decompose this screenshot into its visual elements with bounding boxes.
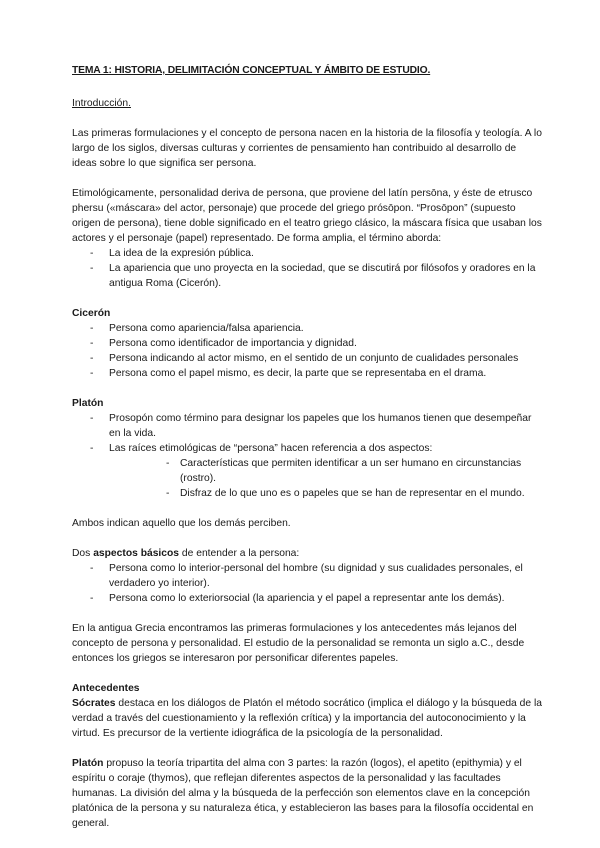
list-item-text: Las raíces etimológicas de “persona” hacen referencia a dos aspectos: — [109, 443, 433, 454]
intro-heading: Introducción. — [72, 98, 131, 109]
paragraph-platon-alma — [72, 756, 542, 831]
page-title: TEMA 1: HISTORIA, DELIMITACIÓN CONCEPTUAL Y ÁMBITO DE ESTUDIO. — [72, 65, 431, 76]
list-item: - Persona indicando al actor mismo, en el sentido de un conjunto de cualidades personales — [72, 351, 542, 366]
section-heading-ciceron: Cicerón — [72, 308, 111, 319]
dos-bold: aspectos básicos — [93, 548, 180, 559]
platon-text: propuso la teoría tripartita del alma con 3 partes: la razón (logos), el apetito (epithymia) y el espíritu o coraje (thymos), que reflejan diferentes aspectos de la personalidad y las facultades humanas. La división del alma y la búsqueda de la perfección son elementos clave en la concepción platónica de la persona y su naturaleza ética, y establecieron las bases para la filosofía occidental en general. — [72, 758, 534, 829]
dos-prefix: Dos — [72, 548, 94, 559]
list-item: - La apariencia que uno proyecta en la sociedad, que se discutirá por filósofos y oradores en la antigua Roma (Cicerón). — [72, 261, 542, 291]
list-item — [72, 441, 542, 501]
dos-aspectos-list — [72, 561, 542, 606]
paragraph-ambos: Ambos indican aquello que los demás perciben. — [72, 518, 291, 529]
paragraph-etymology: Etimológicamente, personalidad deriva de persona, que proviene del latín persōna, y éste de etrusco phersu («máscara» del actor, personaje) que procede del griego prósōpon. “Prosōpon” (supuesto origen de persona), tiene doble significado en el teatro griego clásico, la máscara física que usaban los actores y el personaje (papel) representado. De forma amplia, el término aborda: — [72, 188, 542, 244]
list-item: - Persona como apariencia/falsa apariencia. — [72, 321, 542, 336]
list-item: - Persona como el papel mismo, es decir, la parte que se representaba en el drama. — [72, 366, 542, 381]
list-item: - Persona como lo interior-personal del hombre (su dignidad y sus cualidades personales, el verdadero yo interior). — [72, 561, 542, 591]
platon-sublist — [109, 456, 542, 501]
dos-suffix: de entender a la persona: — [179, 548, 300, 559]
paragraph-origins: Las primeras formulaciones y el concepto de persona nacen en la historia de la filosofía y teología. A lo largo de los siglos, diversas culturas y corrientes de pensamiento han contribuido al desarrollo de ideas sobre lo que significa ser persona. — [72, 128, 542, 169]
list-item: - Persona como lo exteriorsocial (la apariencia y el papel a representar ante los demás). — [72, 591, 542, 606]
paragraph-socrates — [72, 696, 542, 741]
document-body — [72, 96, 542, 846]
sublist-item: - Características que permiten identificar a un ser humano en circunstancias (rostro). — [109, 456, 542, 486]
paragraph-dos-aspectos — [72, 546, 542, 561]
ciceron-list — [72, 321, 542, 381]
list-item: - Persona como identificador de importancia y dignidad. — [72, 336, 542, 351]
socrates-text: destaca en los diálogos de Platón el método socrático (implica el diálogo y la búsqueda de la verdad a través del cuestionamiento y la reflexión crítica) y la importancia del autoconocimiento y la virtud. Es precursor de la vertiente idiográfica de la psicología de la personalidad. — [72, 698, 542, 739]
section-heading-platon: Platón — [72, 398, 104, 409]
list-item: - Prosopón como término para designar los papeles que los humanos tienen que desempeñar en la vida. — [72, 411, 542, 441]
platon-list — [72, 411, 542, 501]
section-heading-antecedentes: Antecedentes — [72, 683, 140, 694]
socrates-name: Sócrates — [72, 698, 116, 709]
paragraph-grecia: En la antigua Grecia encontramos las primeras formulaciones y los antecedentes más lejanos del concepto de persona y personalidad. El estudio de la personalidad se remonta un siglo a.C., desde entonces los griegos se interesaron por personificar diferentes papeles. — [72, 623, 525, 664]
sublist-item: - Disfraz de lo que uno es o papeles que se han de representar en el mundo. — [109, 486, 542, 501]
platon-name: Platón — [72, 758, 104, 769]
etymology-list — [72, 246, 542, 291]
list-item: - La idea de la expresión pública. — [72, 246, 542, 261]
